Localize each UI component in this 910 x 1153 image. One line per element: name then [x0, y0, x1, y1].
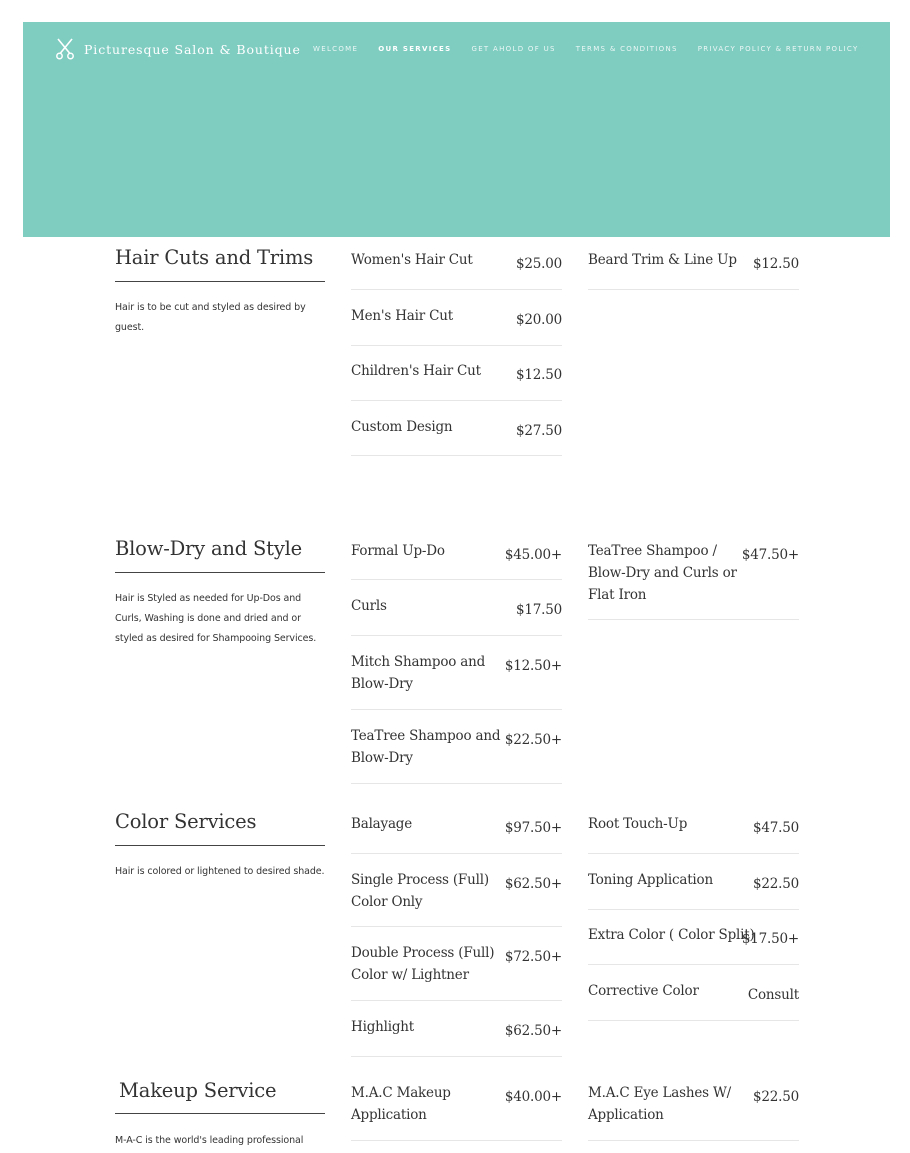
nav-welcome[interactable]: WELCOME: [313, 45, 359, 53]
nav-terms-conditions[interactable]: TERMS & CONDITIONS: [575, 45, 678, 53]
section-description-color-services: Hair is colored or lightened to desired shade.: [115, 866, 325, 877]
service-price: $62.50+: [504, 1023, 562, 1039]
service-name: TeaTree Shampoo and Blow-Dry: [351, 728, 501, 766]
service-item-womens-hair-cut: [351, 249, 562, 290]
service-name: Beard Trim & Line Up: [588, 252, 737, 268]
service-name: Balayage: [351, 816, 413, 832]
item-divider: [351, 579, 562, 580]
service-name: Extra Color ( Color Split): [588, 927, 755, 943]
service-name: Mitch Shampoo and Blow-Dry: [351, 654, 486, 692]
service-item-childrens-hair-cut: [351, 360, 562, 401]
service-price: $45.00+: [504, 547, 562, 563]
section-title-color-services: Color Services: [115, 810, 257, 833]
nav-privacy-return-policy[interactable]: PRIVACY POLICY & RETURN POLICY: [697, 45, 859, 53]
service-price: $22.50: [752, 1089, 799, 1105]
section-divider: [115, 1113, 325, 1114]
service-item-mac-eye-lashes: [588, 1082, 799, 1142]
service-price: $12.50+: [504, 658, 562, 674]
service-name: Formal Up-Do: [351, 543, 445, 559]
item-divider: [351, 345, 562, 346]
brand-name: Picturesque Salon & Boutique: [84, 41, 301, 57]
service-price: $12.50: [515, 367, 562, 383]
item-divider: [351, 455, 562, 456]
site-header: [23, 22, 890, 237]
service-item-mens-hair-cut: [351, 305, 562, 346]
item-divider: [351, 400, 562, 401]
service-name: Highlight: [351, 1019, 415, 1035]
service-item-formal-up-do: [351, 540, 562, 581]
service-price: $22.50+: [504, 732, 562, 748]
item-divider: [351, 783, 562, 784]
item-divider: [588, 619, 799, 620]
item-divider: [588, 853, 799, 854]
brand-link[interactable]: [55, 38, 301, 60]
service-name: Children's Hair Cut: [351, 363, 481, 379]
service-name: Women's Hair Cut: [351, 252, 473, 268]
service-item-toning-application: [588, 869, 799, 910]
service-item-custom-design: [351, 416, 562, 457]
section-title-hair-cuts: Hair Cuts and Trims: [115, 246, 314, 269]
service-item-double-process: [351, 942, 562, 1002]
scissors-icon: [55, 38, 75, 60]
service-name: Toning Application: [588, 872, 713, 888]
section-description-hair-cuts: Hair is to be cut and styled as desired by guest.: [115, 302, 306, 333]
service-price: $97.50+: [504, 820, 562, 836]
section-title-blow-dry: Blow-Dry and Style: [115, 537, 303, 560]
service-price: $12.50: [752, 256, 799, 272]
item-divider: [351, 1140, 562, 1141]
item-divider: [351, 709, 562, 710]
section-divider: [115, 281, 325, 282]
service-price: $27.50: [515, 423, 562, 439]
service-price: $72.50+: [504, 949, 562, 965]
service-price: $47.50: [752, 820, 799, 836]
service-price: $22.50: [752, 876, 799, 892]
service-price: $20.00: [515, 312, 562, 328]
nav-our-services[interactable]: OUR SERVICES: [378, 45, 452, 53]
item-divider: [351, 635, 562, 636]
item-divider: [351, 289, 562, 290]
service-item-teatree-shampoo-curls: [588, 540, 799, 620]
service-item-mac-makeup: [351, 1082, 562, 1142]
item-divider: [351, 853, 562, 854]
section-divider: [115, 572, 325, 573]
service-name: Custom Design: [351, 419, 453, 435]
section-divider: [115, 845, 325, 846]
section-description-makeup-service: M-A-C is the world's leading professional: [115, 1135, 304, 1146]
service-price: $17.50+: [741, 931, 799, 947]
service-name: Curls: [351, 598, 387, 614]
service-name: Double Process (Full) Color w/ Lightner: [351, 945, 495, 983]
service-item-teatree-shampoo: [351, 725, 562, 785]
service-price: $17.50: [515, 602, 562, 618]
item-divider: [588, 909, 799, 910]
service-item-mitch-shampoo: [351, 651, 562, 711]
service-name: Men's Hair Cut: [351, 308, 453, 324]
item-divider: [351, 1000, 562, 1001]
service-price: $25.00: [515, 256, 562, 272]
section-title-makeup-service: Makeup Service: [119, 1079, 277, 1102]
item-divider: [588, 1020, 799, 1021]
service-price: $62.50+: [504, 876, 562, 892]
item-divider: [351, 1056, 562, 1057]
service-price: Consult: [747, 987, 799, 1003]
item-divider: [588, 964, 799, 965]
service-name: Single Process (Full) Color Only: [351, 872, 489, 910]
service-item-single-process: [351, 869, 562, 929]
service-item-balayage: [351, 813, 562, 854]
main-nav: [313, 45, 859, 53]
item-divider: [588, 289, 799, 290]
service-name: Corrective Color: [588, 983, 699, 999]
service-item-highlight: [351, 1016, 562, 1057]
service-name: TeaTree Shampoo / Blow-Dry and Curls or Flat Iron: [588, 543, 737, 603]
nav-get-ahold-of-us[interactable]: GET AHOLD OF US: [471, 45, 556, 53]
service-item-extra-color: [588, 924, 799, 965]
service-price: $47.50+: [741, 547, 799, 563]
service-name: M.A.C Eye Lashes W/ Application: [588, 1085, 732, 1123]
service-name: Root Touch-Up: [588, 816, 688, 832]
item-divider: [351, 926, 562, 927]
item-divider: [588, 1140, 799, 1141]
service-price: $40.00+: [504, 1089, 562, 1105]
service-item-curls: [351, 595, 562, 636]
section-description-blow-dry: Hair is Styled as needed for Up-Dos and Curls, Washing is done and dried and or styled as desired for Shampooing Services.: [115, 593, 317, 644]
service-item-beard-trim: [588, 249, 799, 290]
service-item-root-touch-up: [588, 813, 799, 854]
service-item-corrective-color: [588, 980, 799, 1021]
service-name: M.A.C Makeup Application: [351, 1085, 451, 1123]
